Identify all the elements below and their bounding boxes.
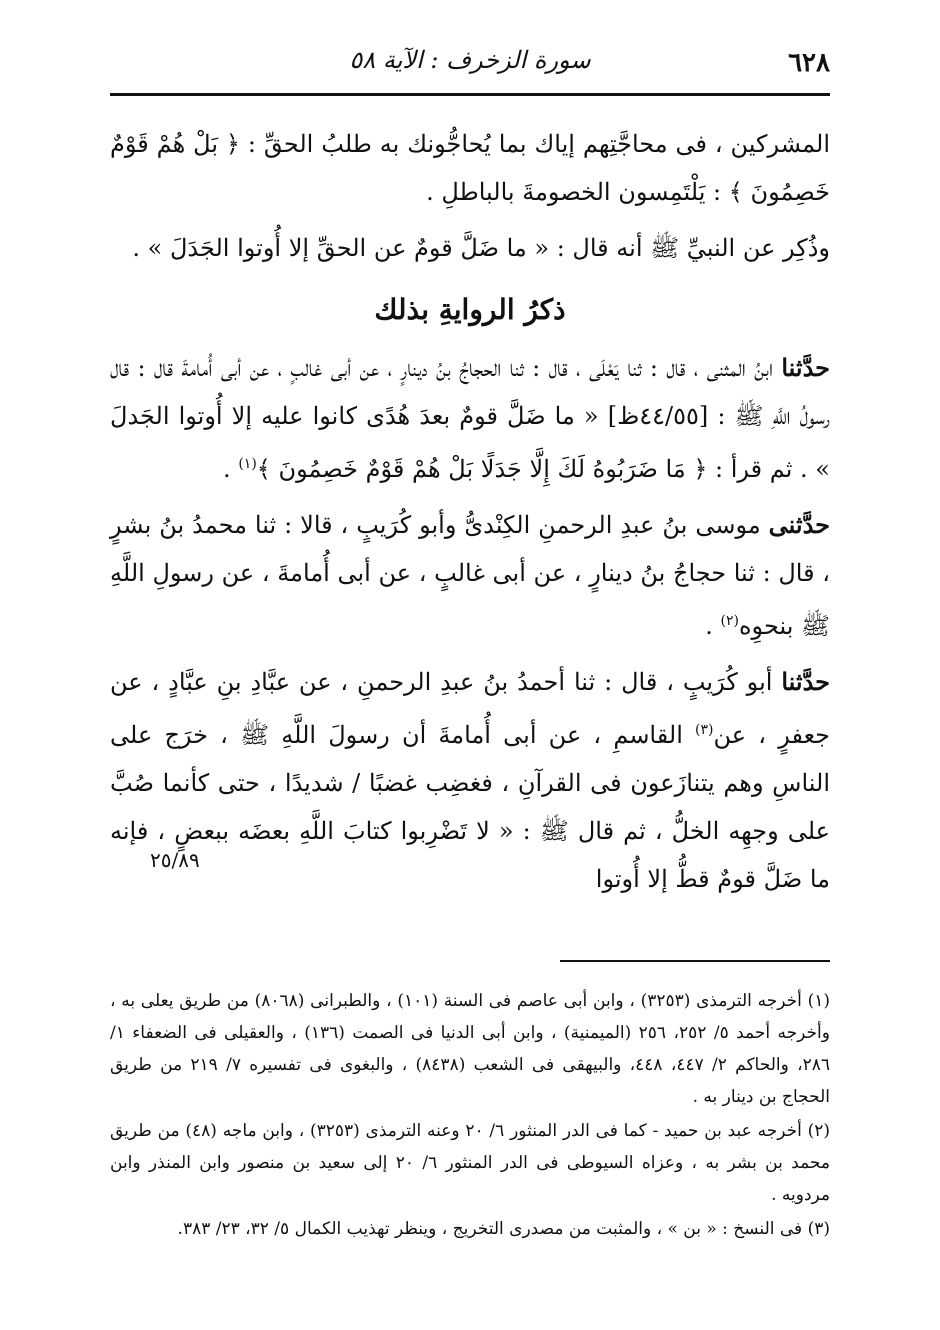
paragraph-3-lead: حدَّثنا [781, 353, 831, 382]
paragraph-3-end: . [223, 455, 239, 483]
paragraph-5 [110, 658, 830, 903]
margin-volume-reference: ٢٥/٨٩ [150, 848, 200, 872]
paragraph-5-text-a: أبو كُرَيبٍ ، قال : ثنا أحمدُ بنُ عبدِ الرحمنِ ، عن عبَّادِ بنِ عبَّادٍ ، عن جعفرٍ ، عن [110, 668, 830, 749]
running-head: سورة الزخرف : الآية ٥٨ [349, 46, 591, 74]
footnote-ref-3: (٣) [695, 722, 714, 738]
section-heading: ذكرُ الروايةِ بذلك [374, 293, 566, 326]
paragraph-4 [110, 501, 830, 650]
paragraph-4-text: موسى بنُ عبدِ الرحمنِ الكِنْدىُّ وأبو كُرَيبٍ ، قالا : ثنا محمدُ بنُ بشرٍ ، قال : ثنا حجاجُ بنُ دينارٍ ، عن أبى غالبٍ ، عن أبى أُمامةَ ، عن رسولِ اللَّهِ ﷺ بنحوِه [110, 511, 830, 640]
paragraph-1: المشركين ، فى محاجَّتِهم إياك بما يُحاجُّونك به طلبُ الحقِّ : ﴿ بَلْ هُمْ قَوْمٌ خَصِمُونَ ﴾ : يَلْتَمِسون الخصومةَ بالباطلِ . [110, 130, 830, 206]
page-number: ٦٢٨ [788, 48, 830, 78]
paragraph-2: وذُكِر عن النبيِّ ﷺ أنه قال : « ما ضَلَّ قومٌ عن الحقِّ إلا أُوتوا الجَدَلَ » . [132, 234, 830, 262]
footnote-3: (٣) فى النسخ : « بن » ، والمثبت من مصدرى التخريج ، وينظر تهذيب الكمال ٥/ ٣٢، ٢٣/ ٣٨٣. [177, 1219, 830, 1239]
paragraph-4-end: . [705, 612, 721, 640]
paragraph-3-text: ابنُ المثنى ، قال : ثنا يَعْلَى ، قال : ثنا الحجاجُ بنُ دينارٍ ، عن أبى غالبٍ ، عن أبى أُمامةَ قال : قال رسولُ اللَّهِ ﷺ : [٤٤/٥٥ظ] « ما ضَلَّ قومٌ بعدَ هُدًى كانوا عليه إلا أُوتوا الجَدلَ » . ثم قرأ : ﴿ مَا ضَرَبُوهُ لَكَ إِلَّا جَدَلًا بَلْ هُمْ قَوْمٌ خَصِمُونَ ﴾ [110, 354, 831, 483]
footnotes [110, 985, 830, 1247]
footnote-1: (١) أخرجه الترمذى (٣٢٥٣) ، وابن أبى عاصم فى السنة (١٠١) ، والطبرانى (٨٠٦٨) من طريق يعلى به ، وأخرجه أحمد ٥/ ٢٥٢، ٢٥٦ (الميمنية) ، وابن أبى الدنيا فى الصمت (١٣٦) ، والعقيلى فى الضعفاء ١/ ٢٨٦، والحاكم ٢/ ٤٤٧، ٤٤٨، والبيهقى فى الشعب (٨٤٣٨) ، والبغوى فى تفسيره ٧/ ٢١٩ من طريق الحجاج بن دينار به . [110, 991, 830, 1107]
footnote-2: (٢) أخرجه عبد بن حميد - كما فى الدر المنثور ٦/ ٢٠ وعنه الترمذى (٣٢٥٣) ، وابن ماجه (٤٨) من طريق محمد بن بشر به ، وعزاه السيوطى فى الدر المنثور ٦/ ٢٠ إلى سعيد بن منصور وابن المنذر وابن مردويه . [110, 1121, 830, 1205]
footnote-ref-1: (١) [238, 456, 257, 472]
main-text [110, 120, 830, 903]
footnote-separator [560, 960, 830, 962]
header-rule [110, 93, 830, 96]
paragraph-5-lead: حدَّثنا [781, 667, 830, 696]
page-header [110, 44, 830, 96]
paragraph-5-text-b: القاسمِ ، عن أبى أُمامةَ أن رسولَ اللَّهِ ﷺ ، خرَج على الناسِ وهم يتنازَعون فى القرآنِ ، فغضِب غضبًا / شديدًا ، حتى كأنما صُبَّ على وجهِه الخلُّ ، ثم قال ﷺ : « لا تَضْرِبوا كتابَ اللَّهِ بعضَه ببعضٍ ، فإنه ما ضَلَّ قومٌ قطُّ إلا أُوتوا [110, 721, 830, 893]
footnote-ref-2: (٢) [720, 613, 739, 629]
paragraph-3 [110, 344, 830, 493]
paragraph-4-lead: حدَّثنى [768, 510, 830, 539]
